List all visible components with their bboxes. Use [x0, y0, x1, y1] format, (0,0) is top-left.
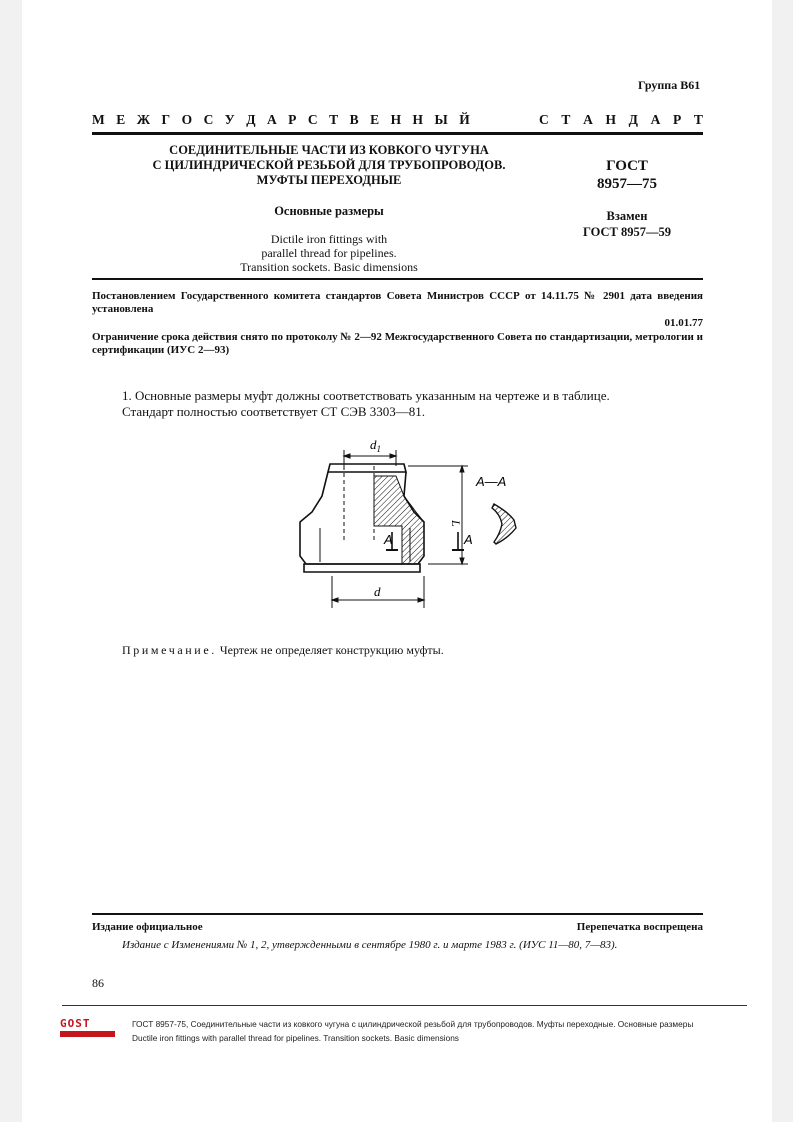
english-title: Dictile iron fittings with parallel thread for pipelines. Transition sockets. Basic dimensions [240, 232, 418, 274]
label-l: L [449, 520, 463, 527]
reprint-prohibited: Перепечатка воспрещена [576, 921, 703, 933]
footer-info-line-2: Ductile iron fittings with parallel thread for pipelines. Transition sockets. Basic dimensions [132, 1033, 459, 1043]
official-edition: Издание официальное [92, 921, 203, 933]
label-d1: $d_1$ [370, 437, 381, 454]
label-a-right: А [464, 532, 473, 547]
standard-banner [92, 112, 703, 128]
banner-word-interstate: М Е Ж Г О С У Д А Р С Т В Е Н Н Ы Й [92, 112, 470, 127]
paragraph-1: 1. Основные размеры муфт должны соответствовать указанным на чертеже и в таблице. [122, 388, 610, 403]
footer-top-rule [92, 913, 703, 915]
label-section-aa: А—А [476, 474, 507, 489]
footer-info-line-1: ГОСТ 8957-75, Соединительные части из ковкого чугуна с цилиндрической резьбой для трубопроводов. Муфты переходные. Основные размеры [132, 1019, 694, 1029]
section-view [492, 504, 516, 544]
footer-divider [62, 1005, 747, 1006]
top-rule [92, 132, 703, 135]
label-d: d [374, 584, 381, 599]
dimension-lines [332, 450, 468, 608]
page-number: 86 [92, 976, 104, 990]
gost-expert-logo: GOST [60, 1018, 115, 1037]
title-block-rule [92, 278, 703, 280]
decree-text: Постановлением Государственного комитета стандартов Совета Министров СССР от 14.11.75 № 2901 дата введения установлена [92, 290, 703, 315]
paragraph-2: Стандарт полностью соответствует СТ СЭВ 3303—81. [122, 404, 426, 419]
section-hatch [374, 476, 424, 564]
socket-drawing [292, 436, 532, 616]
drawing-note: Примечание. Чертеж не определяет конструкцию муфты. [122, 643, 444, 657]
label-a-left: А [384, 532, 393, 547]
banner-word-standard: С Т А Н Д А Р Т [539, 112, 703, 127]
limitation-text: Ограничение срока действия снято по протоколу № 2—92 Межгосударственного Совета по стандартизации, метрологии и сертификации (ИУС 2—93) [92, 331, 703, 356]
edition-changes: Издание с Изменениями № 1, 2, утвержденными в сентябре 1980 г. и марте 1983 г. (ИУС 11—80, 7—83). [122, 939, 618, 951]
replaces-standard: Взамен ГОСТ 8957—59 [582, 209, 671, 239]
document-page [22, 0, 772, 1122]
group-label: Группа В61 [638, 78, 701, 92]
introduction-date: 01.01.77 [664, 317, 703, 329]
gost-number: ГОСТ 8957—75 [597, 158, 657, 192]
document-subtitle: Основные размеры [274, 204, 384, 218]
document-title: СОЕДИНИТЕЛЬНЫЕ ЧАСТИ ИЗ КОВКОГО ЧУГУНА С ЦИЛИНДРИЧЕСКОЙ РЕЗЬБОЙ ДЛЯ ТРУБОПРОВОДОВ. МУФТЫ ПЕРЕХОДНЫЕ [152, 143, 506, 187]
